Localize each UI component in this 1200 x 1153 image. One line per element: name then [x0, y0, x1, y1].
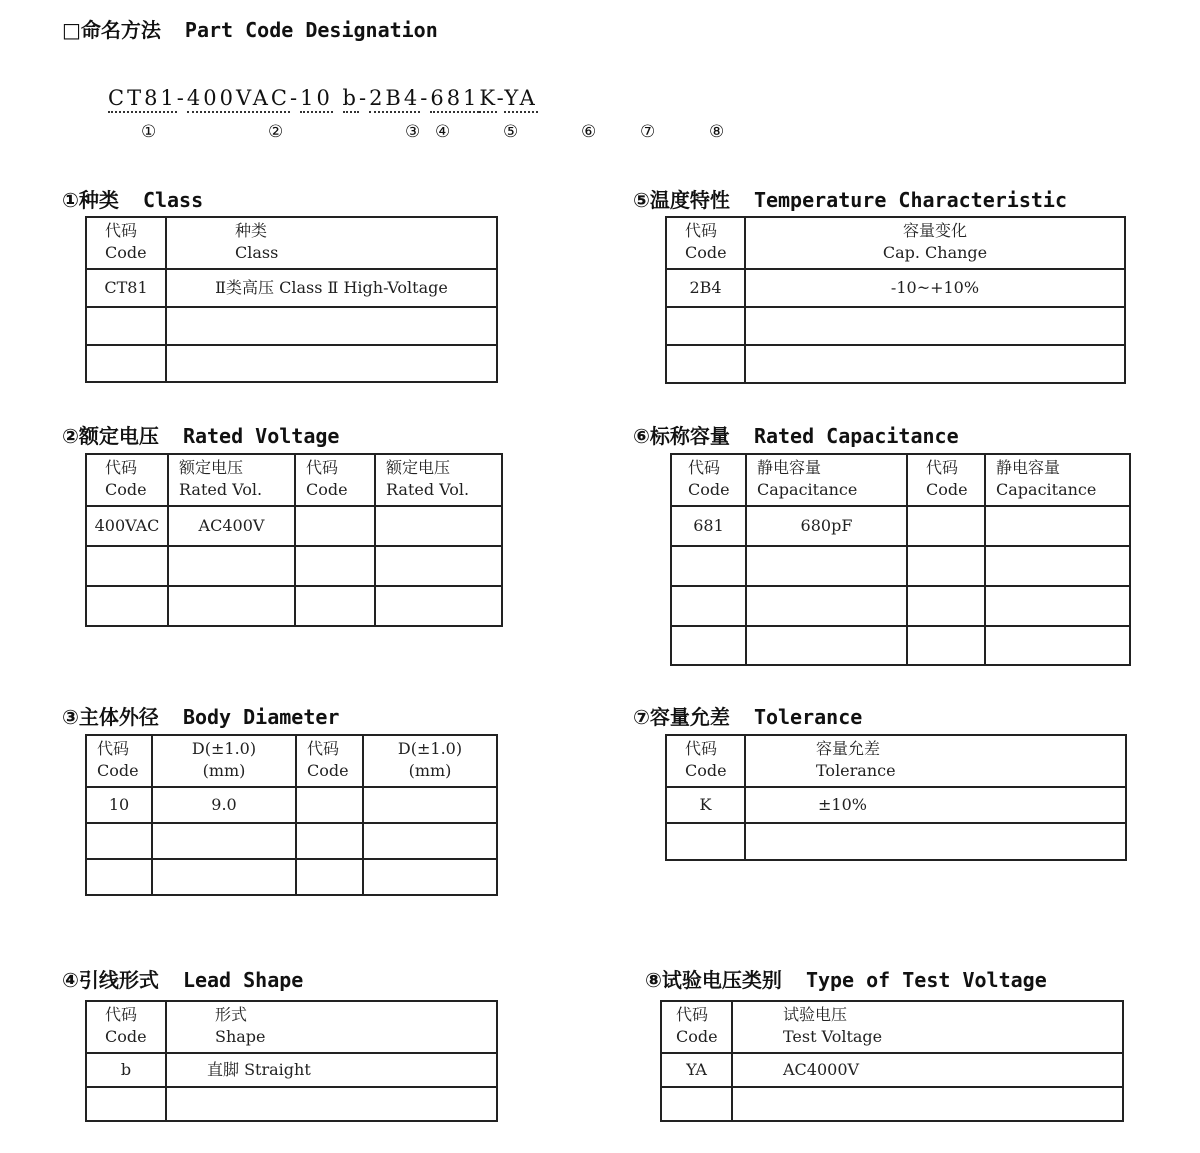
table-cell	[907, 626, 985, 665]
table-cell	[375, 506, 502, 546]
table-cell	[86, 859, 152, 895]
table-header-cell: 试验电压 Test Voltage	[732, 1001, 1123, 1053]
table-row	[86, 1087, 497, 1121]
table-row	[661, 1087, 1123, 1121]
page-title-en: Part Code Designation	[184, 18, 438, 42]
segment-number: ⑧	[709, 122, 725, 142]
table-cell: 9.0	[152, 787, 296, 823]
table-header-cell: 代码 Code	[907, 454, 985, 506]
table-cell	[907, 546, 985, 586]
table-cell	[166, 345, 497, 382]
table-header-row	[86, 1001, 497, 1053]
segment-number: ⑦	[640, 122, 656, 142]
table-header-cell: 静电容量 Capacitance	[746, 454, 907, 506]
table-cell: ±10%	[745, 787, 1126, 823]
code-separator: -	[496, 86, 505, 110]
table-cell	[86, 345, 166, 382]
table-cell: 681	[671, 506, 746, 546]
table-header-cell: 代码 Code	[671, 454, 746, 506]
rated-voltage-table	[85, 453, 503, 627]
table-cell	[746, 586, 907, 626]
table-row	[671, 626, 1130, 665]
table-header-cell: 代码 Code	[86, 217, 166, 269]
code-separator: -	[420, 86, 431, 110]
section-title-rated-voltage: ②额定电压 Rated Voltage	[62, 424, 340, 448]
table-cell: 680pF	[746, 506, 907, 546]
table-row	[86, 345, 497, 382]
code-segment: K	[479, 86, 496, 113]
section-title-temperature: ⑤温度特性 Temperature Characteristic	[633, 188, 1068, 212]
table-cell	[168, 546, 295, 586]
table-row	[86, 307, 497, 345]
table-cell	[375, 546, 502, 586]
tolerance-table	[665, 734, 1127, 861]
table-cell	[985, 626, 1130, 665]
table-cell: 2B4	[666, 269, 745, 307]
table-cell	[86, 586, 168, 626]
table-cell	[746, 626, 907, 665]
table-cell: CT81	[86, 269, 166, 307]
table-cell: YA	[661, 1053, 732, 1087]
code-separator: -	[358, 86, 370, 110]
table-cell	[152, 823, 296, 859]
table-header-cell: 代码 Code	[86, 454, 168, 506]
table-cell	[295, 506, 375, 546]
class-table	[85, 216, 498, 383]
table-header-cell: 形式 Shape	[166, 1001, 497, 1053]
rated-capacitance-table	[670, 453, 1131, 666]
table-header-cell: 容量允差 Tolerance	[745, 735, 1126, 787]
code-segment: CT81	[108, 86, 177, 113]
table-header-cell: 静电容量 Capacitance	[985, 454, 1130, 506]
table-row	[86, 506, 502, 546]
table-header-row	[671, 454, 1130, 506]
table-header-cell: 代码 Code	[296, 735, 363, 787]
table-cell	[907, 586, 985, 626]
section-title-class: ①种类 Class	[62, 188, 204, 212]
table-cell	[732, 1087, 1123, 1121]
code-segment: b	[343, 86, 359, 113]
table-row	[671, 586, 1130, 626]
table-header-row	[666, 735, 1126, 787]
table-cell	[661, 1087, 732, 1121]
segment-number: ③	[405, 122, 421, 142]
table-row	[666, 307, 1125, 345]
code-segment: 681	[430, 86, 479, 113]
table-header-cell: 种类 Class	[166, 217, 497, 269]
table-row	[666, 345, 1125, 383]
table-header-cell: 额定电压 Rated Vol.	[375, 454, 502, 506]
table-cell: 10	[86, 787, 152, 823]
segment-number: ④	[435, 122, 451, 142]
table-header-row	[86, 454, 502, 506]
table-row	[86, 859, 497, 895]
table-header-cell: 代码 Code	[666, 217, 745, 269]
table-cell	[86, 546, 168, 586]
table-cell: 400VAC	[86, 506, 168, 546]
table-cell	[295, 586, 375, 626]
table-cell	[907, 506, 985, 546]
table-cell	[166, 1087, 497, 1121]
segment-number: ②	[268, 122, 284, 142]
table-cell: K	[666, 787, 745, 823]
segment-number: ①	[141, 122, 157, 142]
table-cell	[296, 859, 363, 895]
table-cell	[296, 823, 363, 859]
table-header-cell: 代码 Code	[86, 735, 152, 787]
table-cell	[168, 586, 295, 626]
section-title-test-voltage: ⑧试验电压类别 Type of Test Voltage	[645, 968, 1047, 992]
code-segment: 400VAC	[187, 86, 290, 113]
page-title-cn: □命名方法	[62, 18, 161, 42]
temperature-table	[665, 216, 1126, 384]
code-segment: 2B4	[369, 86, 420, 113]
table-row	[671, 546, 1130, 586]
table-row	[666, 823, 1126, 860]
table-cell	[746, 546, 907, 586]
table-cell	[166, 307, 497, 345]
table-cell	[86, 823, 152, 859]
segment-number: ⑤	[503, 122, 519, 142]
table-cell	[671, 626, 746, 665]
table-cell	[985, 586, 1130, 626]
table-header-cell: 代码 Code	[295, 454, 375, 506]
table-cell	[375, 586, 502, 626]
table-header-cell: 代码 Code	[86, 1001, 166, 1053]
table-cell: AC4000V	[732, 1053, 1123, 1087]
test-voltage-table	[660, 1000, 1124, 1122]
table-cell	[745, 823, 1126, 860]
table-header-cell: 额定电压 Rated Vol.	[168, 454, 295, 506]
table-header-row	[86, 735, 497, 787]
table-cell	[671, 546, 746, 586]
table-cell: 直脚 Straight	[166, 1053, 497, 1087]
table-cell	[152, 859, 296, 895]
table-cell	[745, 345, 1125, 383]
code-segment: 10	[300, 86, 333, 113]
code-separator: -	[176, 86, 187, 110]
table-cell: -10~+10%	[745, 269, 1125, 307]
table-row	[86, 787, 497, 823]
table-cell	[86, 1087, 166, 1121]
body-diameter-table	[85, 734, 498, 896]
table-row	[661, 1053, 1123, 1087]
table-row	[86, 269, 497, 307]
table-row	[666, 787, 1126, 823]
table-cell	[363, 859, 497, 895]
page-title	[62, 20, 438, 40]
section-title-lead-shape: ④引线形式 Lead Shape	[62, 968, 304, 992]
table-cell: AC400V	[168, 506, 295, 546]
table-cell	[745, 307, 1125, 345]
table-cell	[666, 345, 745, 383]
table-header-row	[666, 217, 1125, 269]
lead-shape-table	[85, 1000, 498, 1122]
section-title-rated-capacitance: ⑥标称容量 Rated Capacitance	[633, 424, 959, 448]
table-cell: Ⅱ类高压 Class Ⅱ High-Voltage	[166, 269, 497, 307]
table-cell	[295, 546, 375, 586]
table-row	[86, 586, 502, 626]
segment-number: ⑥	[581, 122, 597, 142]
table-cell	[296, 787, 363, 823]
table-row	[671, 506, 1130, 546]
table-cell	[363, 787, 497, 823]
table-header-row	[661, 1001, 1123, 1053]
table-cell	[671, 586, 746, 626]
table-cell	[363, 823, 497, 859]
table-header-row	[86, 217, 497, 269]
section-title-body-diameter: ③主体外径 Body Diameter	[62, 705, 340, 729]
section-title-tolerance: ⑦容量允差 Tolerance	[633, 705, 863, 729]
table-row	[86, 823, 497, 859]
table-cell: b	[86, 1053, 166, 1087]
code-separator: -	[289, 86, 301, 110]
table-header-cell: D(±1.0) (mm)	[363, 735, 497, 787]
table-cell	[985, 506, 1130, 546]
table-row	[86, 1053, 497, 1087]
part-code-example	[108, 88, 538, 109]
table-row	[666, 269, 1125, 307]
table-header-cell: D(±1.0) (mm)	[152, 735, 296, 787]
table-cell	[666, 823, 745, 860]
table-cell	[86, 307, 166, 345]
table-row	[86, 546, 502, 586]
table-header-cell: 代码 Code	[661, 1001, 732, 1053]
code-segment: YA	[504, 86, 537, 113]
table-header-cell: 代码 Code	[666, 735, 745, 787]
table-header-cell: 容量变化 Cap. Change	[745, 217, 1125, 269]
table-cell	[985, 546, 1130, 586]
table-cell	[666, 307, 745, 345]
